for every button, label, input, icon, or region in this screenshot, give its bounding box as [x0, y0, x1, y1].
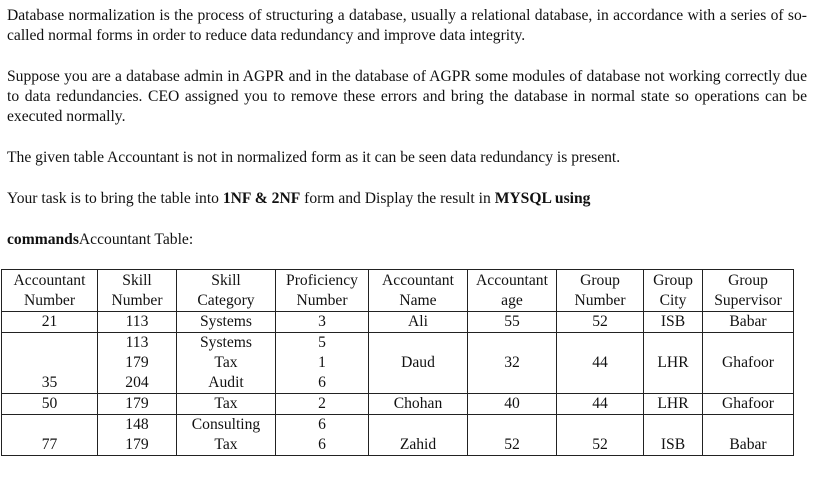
cell-group-number: 44	[557, 394, 644, 415]
cell-skill-number: 113	[98, 312, 177, 333]
table-header-row	[2, 270, 794, 312]
header-skill-category: Skill Category	[177, 270, 276, 312]
cell-skill-category: Systems Tax Audit	[177, 333, 276, 394]
table-row	[2, 394, 794, 415]
paragraph-given-table: The given table Accountant is not in normalized form as it can be seen data redundancy is present.	[7, 149, 621, 166]
paragraph-definition: Database normalization is the process of structuring a database, usually a relational database, in accordance with a series of so-called normal forms in order to reduce data redundancy and improve data integrity.	[7, 7, 807, 44]
cell-group-city: LHR	[644, 333, 703, 394]
cell-group-city: ISB	[644, 312, 703, 333]
table-row	[2, 415, 794, 456]
cell-proficiency-number: 3	[276, 312, 369, 333]
cell-accountant-age: 55	[468, 312, 557, 333]
table-row	[2, 312, 794, 333]
cell-skill-number: 179	[98, 394, 177, 415]
commands-bold: commands	[7, 231, 79, 248]
cell-accountant-name: Ali	[369, 312, 468, 333]
header-accountant-name: Accountant Name	[369, 270, 468, 312]
cell-accountant-number: 50	[2, 394, 98, 415]
table-row	[2, 333, 794, 394]
cell-group-supervisor: Babar	[703, 312, 794, 333]
task-text-2: form and Display the result in	[300, 190, 495, 207]
header-proficiency-number: Proficiency Number	[276, 270, 369, 312]
cell-group-city: LHR	[644, 394, 703, 415]
cell-accountant-number: 35	[2, 333, 98, 394]
cell-accountant-age: 52	[468, 415, 557, 456]
cell-group-number: 52	[557, 312, 644, 333]
cell-skill-number: 113 179 204	[98, 333, 177, 394]
header-group-city: Group City	[644, 270, 703, 312]
cell-accountant-name: Daud	[369, 333, 468, 394]
cell-accountant-name: Zahid	[369, 415, 468, 456]
accountant-table	[1, 269, 794, 456]
paragraph-commands	[7, 230, 807, 250]
cell-group-city: ISB	[644, 415, 703, 456]
cell-skill-category: Consulting Tax	[177, 415, 276, 456]
cell-proficiency-number: 2	[276, 394, 369, 415]
header-accountant-age: Accountant age	[468, 270, 557, 312]
header-accountant-number: Accountant Number	[2, 270, 98, 312]
cell-accountant-number: 77	[2, 415, 98, 456]
cell-proficiency-number: 5 1 6	[276, 333, 369, 394]
paragraph-task	[7, 189, 807, 209]
header-group-number: Group Number	[557, 270, 644, 312]
header-group-supervisor: Group Supervisor	[703, 270, 794, 312]
task-text-1: Your task is to bring the table into	[7, 190, 223, 207]
cell-skill-category: Systems	[177, 312, 276, 333]
cell-proficiency-number: 6 6	[276, 415, 369, 456]
cell-accountant-name: Chohan	[369, 394, 468, 415]
table-caption: Accountant Table:	[78, 231, 194, 248]
header-skill-number: Skill Number	[98, 270, 177, 312]
cell-accountant-age: 40	[468, 394, 557, 415]
cell-group-supervisor: Ghafoor	[703, 333, 794, 394]
cell-skill-number: 148 179	[98, 415, 177, 456]
cell-accountant-age: 32	[468, 333, 557, 394]
cell-accountant-number: 21	[2, 312, 98, 333]
cell-group-number: 52	[557, 415, 644, 456]
cell-group-number: 44	[557, 333, 644, 394]
task-bold-nf: 1NF & 2NF	[222, 190, 301, 207]
cell-skill-category: Tax	[177, 394, 276, 415]
paragraph-scenario: Suppose you are a database admin in AGPR and in the database of AGPR some modules of database not working correctly due to data redundancies. CEO assigned you to remove these errors and bring the database in normal state so operations can be executed normally.	[7, 68, 807, 125]
cell-group-supervisor: Babar	[703, 415, 794, 456]
task-bold-mysql: MYSQL using	[494, 190, 591, 207]
cell-group-supervisor: Ghafoor	[703, 394, 794, 415]
